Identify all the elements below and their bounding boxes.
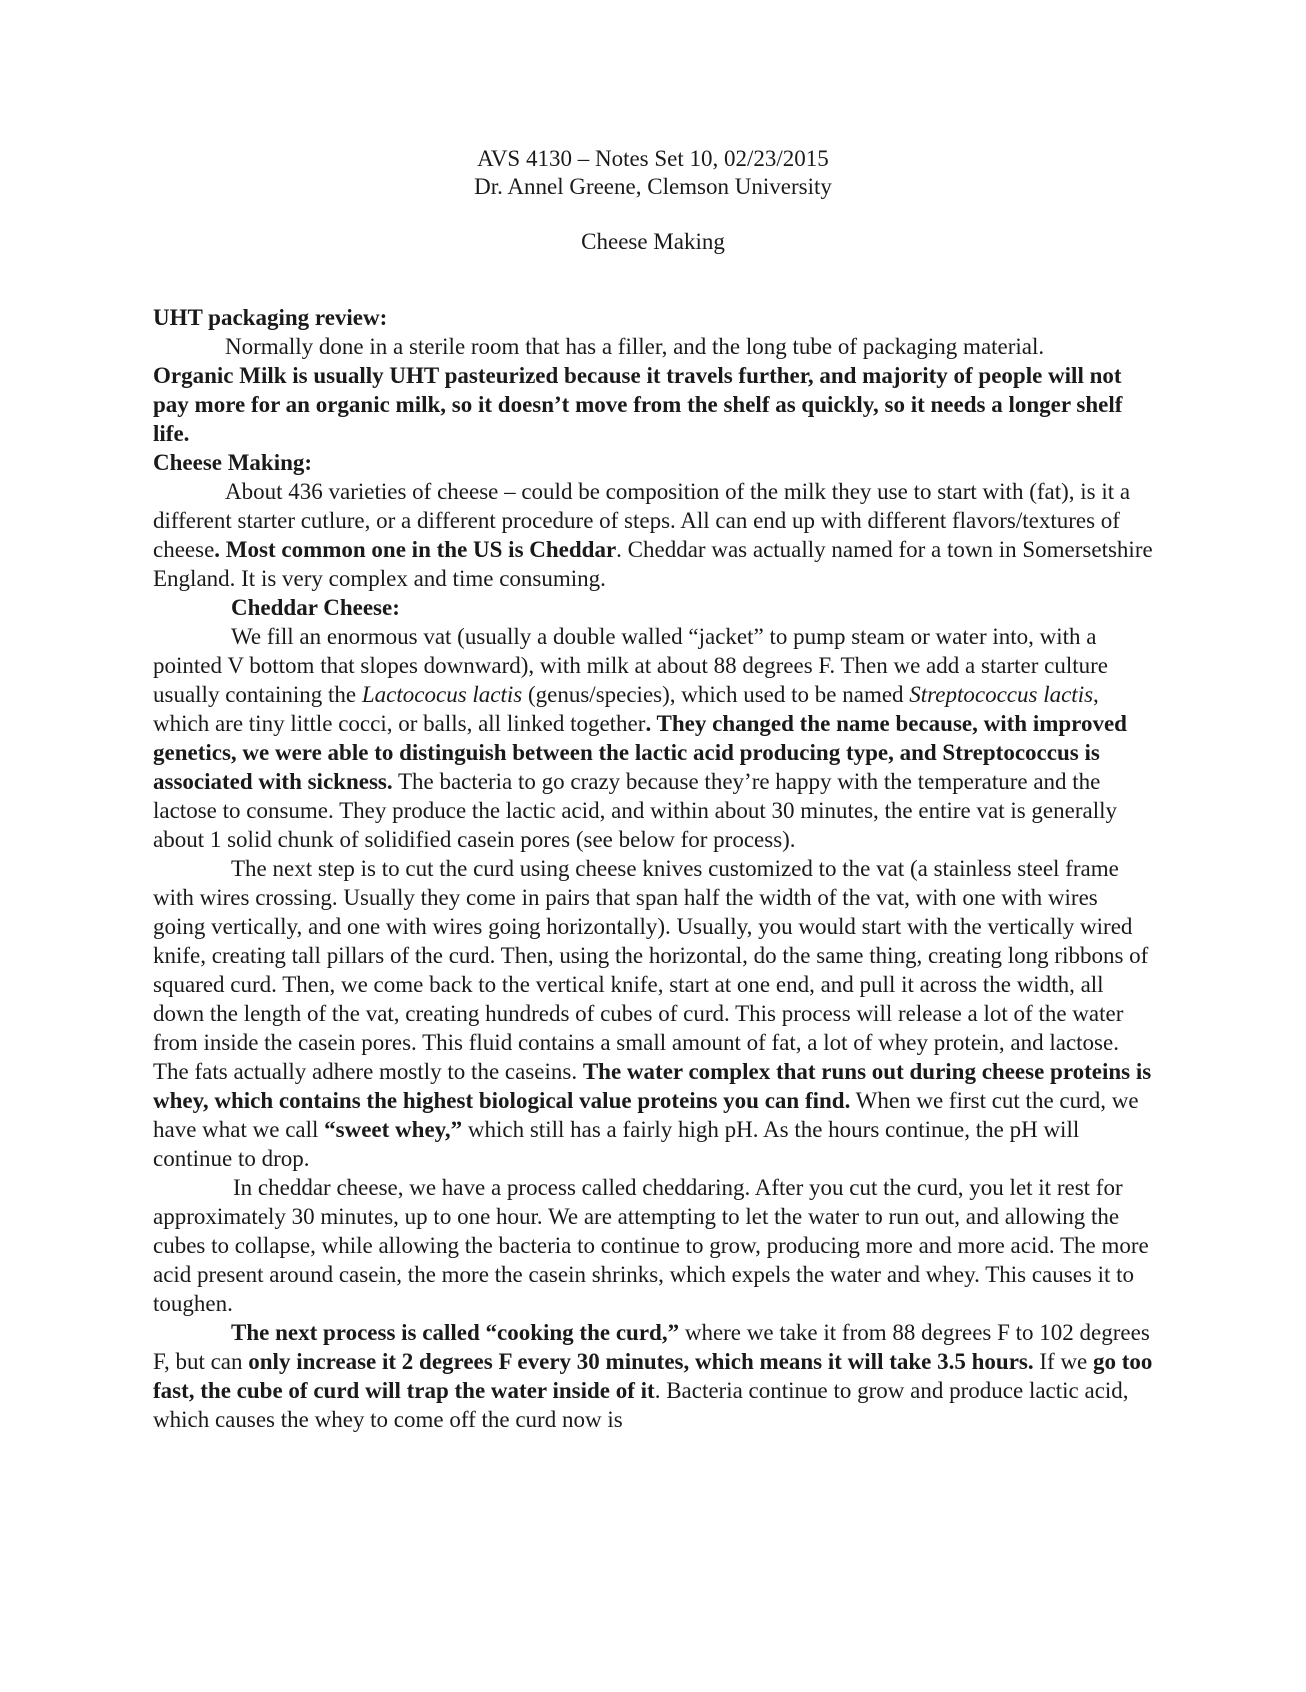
text-run: , which are tiny little cocci, or balls, all linked together xyxy=(153,682,1099,736)
bold-run: go too fast, the cube of curd will trap the water inside of it xyxy=(153,1349,1153,1403)
uht-heading: UHT packaging review: xyxy=(153,305,388,330)
text-run: (genus/species), which used to be named xyxy=(522,682,910,707)
cheddaring-paragraph: In cheddar cheese, we have a process called cheddaring. After you cut the curd, you let it rest for approximately 30 minutes, up to one hour. We are attempting to let the water to run out, and allowing the cubes to collapse, while allowing the bacteria to continue to grow, producing more and more acid. The more acid present around casein, the more the casein shrinks, which expels the water and whey. This causes it to toughen. xyxy=(153,1175,1149,1316)
cheddar-paragraph-2 xyxy=(153,854,1153,1173)
cheddar-paragraph-1 xyxy=(153,622,1153,854)
text-run: which still has a fairly high pH. As the hours continue, the pH will continue to drop. xyxy=(153,1117,1080,1171)
bold-run: The water complex that runs out during cheese proteins is whey, which contains the highest biological value proteins you can find. xyxy=(153,1059,1152,1113)
bold-run: “sweet whey,” xyxy=(324,1117,463,1142)
species-name: Streptococcus lactis xyxy=(909,682,1094,707)
bold-run: . Most common one in the US is Cheddar xyxy=(214,537,617,562)
text-run: If we xyxy=(1033,1349,1094,1374)
species-name: Lactococus lactis xyxy=(361,682,523,707)
cooking-curd-paragraph xyxy=(153,1318,1153,1434)
text-run: . Cheddar was actually named for a town in Somersetshire England. It is very complex and time consuming. xyxy=(153,537,1153,591)
cheddar-heading: Cheddar Cheese: xyxy=(231,595,400,620)
cheese-making-paragraph xyxy=(153,477,1153,593)
bold-run: The next process is called “cooking the curd,” xyxy=(231,1320,680,1345)
uht-paragraph: Normally done in a sterile room that has a filler, and the long tube of packaging material. xyxy=(225,334,1045,359)
document-body xyxy=(153,303,1153,1434)
text-run: We fill an enormous vat (usually a double walled “jacket” to pump steam or water into, with a pointed V bottom that slopes downward), with milk at about 88 degrees F. Then we add a starter culture usually containing the xyxy=(153,624,1109,707)
text-run: When we first cut the curd, we have what we call xyxy=(153,1088,1139,1142)
text-run: where we take it from 88 degrees F to 102 degrees F, but can xyxy=(153,1320,1150,1374)
cheese-making-heading: Cheese Making: xyxy=(153,450,313,475)
course-title: AVS 4130 – Notes Set 10, 02/23/2015 xyxy=(477,146,829,171)
text-run: About 436 varieties of cheese – could be composition of the milk they use to start with (fat), is it a different starter cutlure, or a different procedure of steps. All can end up with different flavors/textures of cheese xyxy=(153,479,1131,562)
bold-run: . They changed the name because, with improved genetics, we were able to distinguish between the lactic acid producing type, and Streptococcus is associated with sickness. xyxy=(153,711,1127,794)
instructor-line: Dr. Annel Greene, Clemson University xyxy=(474,174,832,199)
organic-milk-paragraph: Organic Milk is usually UHT pasteurized because it travels further, and majority of people will not pay more for an organic milk, so it doesn’t move from the shelf as quickly, so it needs a longer shelf life. xyxy=(153,363,1123,446)
document-title: Cheese Making xyxy=(581,229,725,254)
text-run: The bacteria to go crazy because they’re happy with the temperature and the lactose to consume. They produce the lactic acid, and within about 30 minutes, the entire vat is generally about 1 solid chunk of solidified casein pores (see below for process). xyxy=(153,769,1118,852)
text-run: The next step is to cut the curd using cheese knives customized to the vat (a stainless steel frame with wires crossing. Usually they come in pairs that span half the width of the vat, with one with wires going vertically, and one with wires going horizontally). Usually, you would start with the vertically wired knife, creating tall pillars of the curd. Then, using the horizontal, do the same thing, creating long ribbons of squared curd. Then, we come back to the vertical knife, start at one end, and pull it across the width, all down the length of the vat, creating hundreds of cubes of curd. This process will release a lot of the water from inside the casein pores. This fluid contains a small amount of fat, a lot of whey protein, and lactose. The fats actually adhere mostly to the caseins. xyxy=(153,856,1149,1084)
bold-run: only increase it 2 degrees F every 30 minutes, which means it will take 3.5 hours. xyxy=(248,1349,1034,1374)
text-run: . Bacteria continue to grow and produce lactic acid, which causes the whey to come off the curd now is xyxy=(153,1378,1129,1432)
